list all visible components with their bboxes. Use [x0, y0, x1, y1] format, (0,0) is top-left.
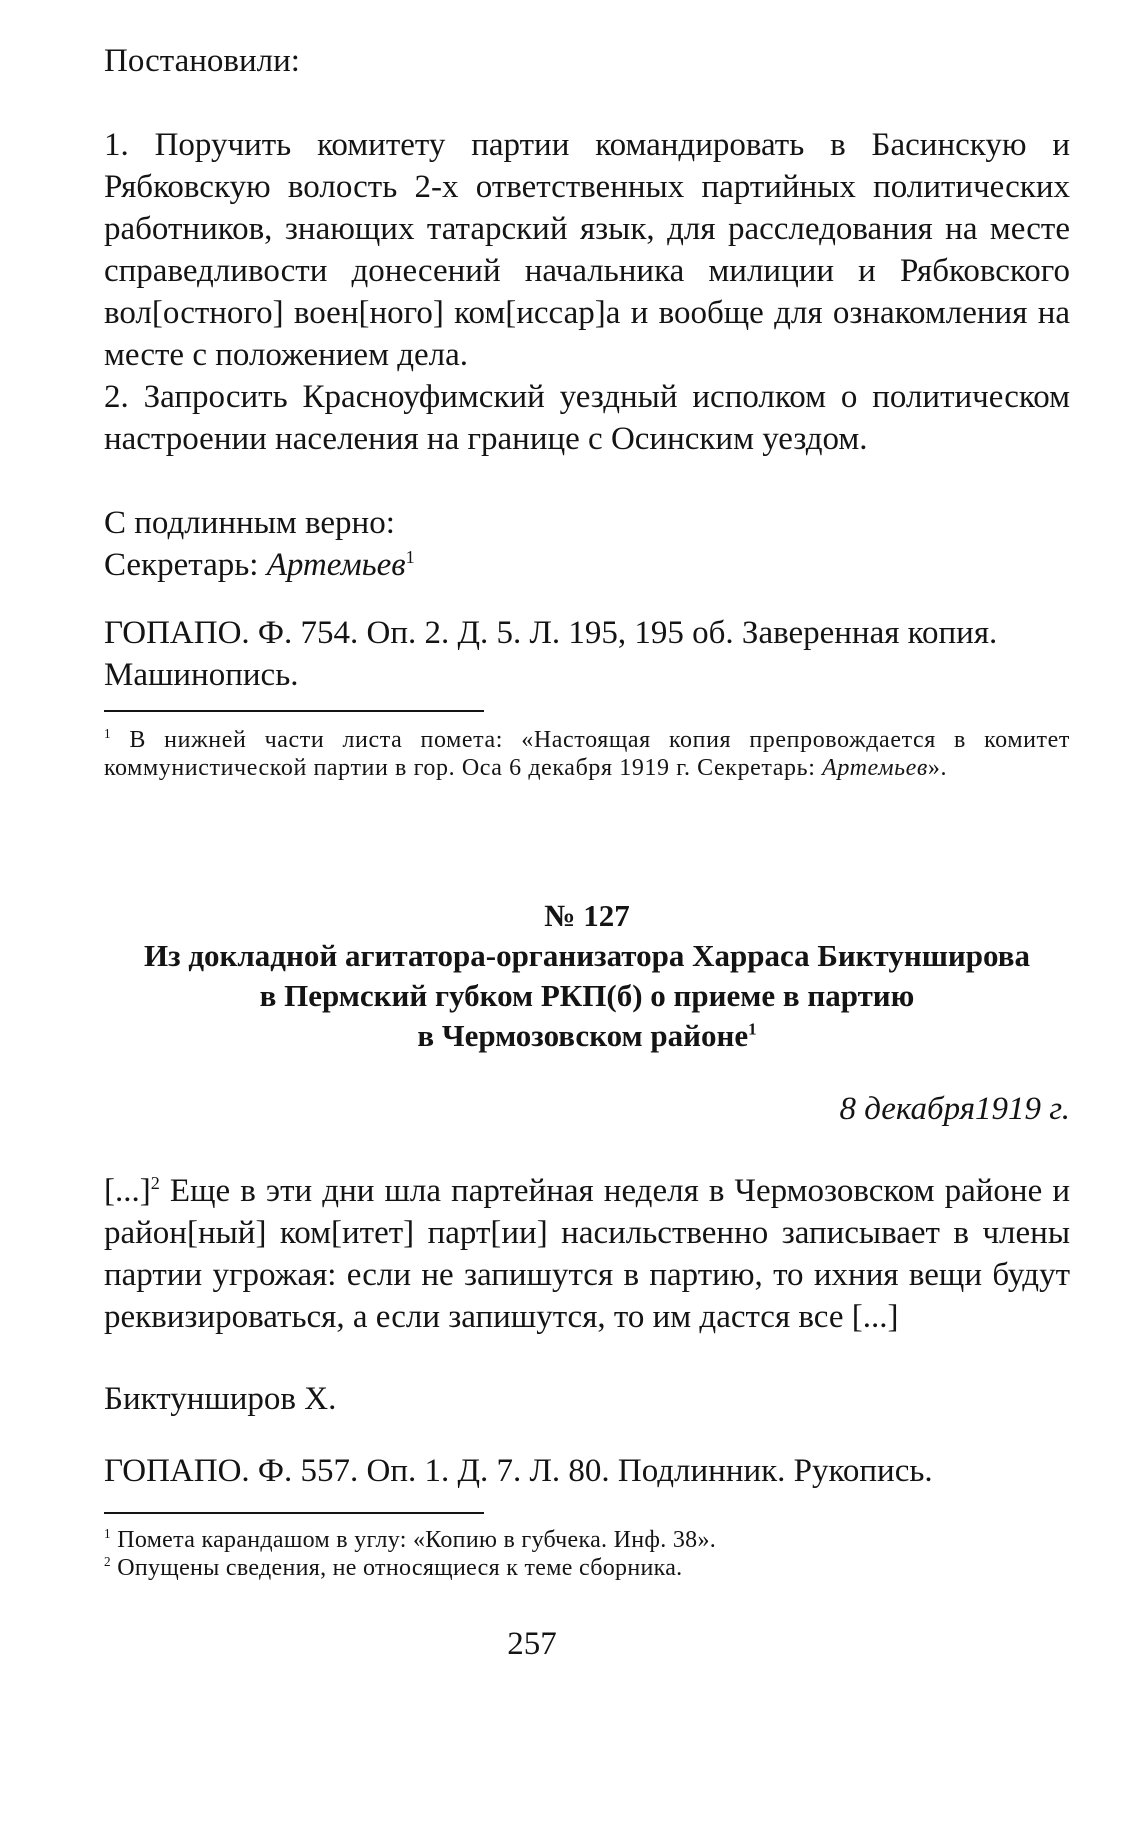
document-title-line3: в Чермозовском районе$^1$	[417, 1018, 757, 1053]
footnote-marker: 1	[104, 726, 112, 741]
resolution-item-1: 1. Поручить комитету партии командировать в Басинскую и Рябковскую волость 2-х ответственных партийных политических работников, знающих татарский язык, для расследования на месте справедливости донесений начальника милиции и Рябковского вол[остного] воен[ного] ком[иссар]а и вообще для ознакомления на месте с положением дела.	[104, 127, 1070, 373]
document-title	[104, 936, 1070, 1056]
certification-line: С подлинным верно:	[104, 505, 395, 541]
footnote-divider	[104, 710, 484, 712]
document-date: 8 декабря1919 г.	[839, 1091, 1070, 1127]
document-number: № 127	[544, 898, 630, 933]
secretary-label: Секретарь:	[104, 547, 259, 583]
document-page	[104, 40, 1070, 1664]
archive-source-2: ГОПАПО. Ф. 557. Оп. 1. Д. 7. Л. 80. Подлинник. Рукопись.	[104, 1453, 933, 1489]
footnote-1-text: В нижней части листа помета: «Настоящая копия препровождается в комитет коммунистической партии в гор. Оса 6 декабря 1919 г. Секретарь:	[104, 727, 1070, 781]
archive-source-1-line1: ГОПАПО. Ф. 754. Оп. 2. Д. 5. Л. 195, 195 об. Заверенная копия.	[104, 615, 998, 651]
footnote-marker: 1	[405, 547, 415, 567]
page-number: 257	[507, 1626, 557, 1662]
resolution-heading: Постановили:	[104, 43, 300, 79]
document-body	[104, 1170, 1070, 1338]
archive-source-1	[104, 612, 1070, 696]
secretary-name: Артемьев	[266, 547, 406, 583]
resolution-item-2: 2. Запросить Красноуфимский уездный исполком о политическом настроении населения на границе с Осинским уездом.	[104, 379, 1070, 457]
footnote-2-1: $^1$ Помета карандашом в углу: «Копию в губчека. Инф. 38».	[104, 1526, 717, 1553]
body-text: Еще в эти дни шла партейная неделя в Чермозовском районе и район[ный] ком[итет] парт[ии] насильственно записывает в члены партии угрожая: если не запишутся в партию, то ихния вещи будут реквизироваться, а если запишутся, то им дастся все [...]	[104, 1173, 1071, 1335]
document-signature: Биктунширов Х.	[104, 1381, 337, 1417]
footnote-marker: 1	[748, 1019, 757, 1039]
footnote-1	[104, 726, 1070, 782]
document-title-line2: в Пермский губком РКП(б) о приеме в партию	[259, 978, 915, 1013]
footnote-marker: 2	[104, 1554, 111, 1569]
secretary-line	[104, 544, 1070, 586]
body-omission: [...]	[104, 1173, 151, 1209]
footnote-2-2: $^2$ Опущены сведения, не относящиеся к теме сборника.	[104, 1554, 683, 1581]
archive-source-1-line2: Машинопись.	[104, 657, 299, 693]
footnote-1-closing: ».	[927, 755, 948, 781]
document-title-line1: Из докладной агитатора-организатора Харраса Биктунширова	[144, 938, 1030, 973]
footnote-marker: 2	[150, 1173, 160, 1193]
footnote-1-signature: Артемьев	[822, 755, 928, 781]
footnote-marker: 1	[104, 1526, 111, 1541]
footnote-divider	[104, 1512, 484, 1514]
